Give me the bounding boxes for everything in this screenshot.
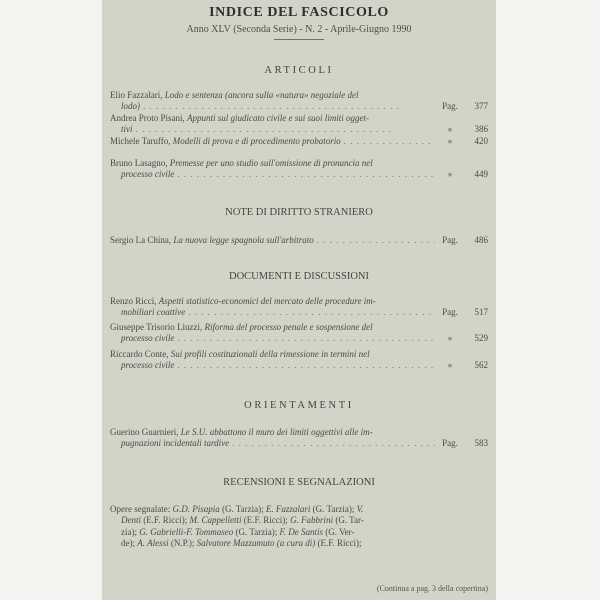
entry-ricci[interactable] bbox=[110, 296, 488, 319]
opere-reviewer: (E.F. Ricci); bbox=[315, 537, 362, 548]
entry-title-cont: lodo) bbox=[121, 101, 140, 112]
opere-title: E. Fazzalari bbox=[265, 504, 311, 514]
entry-author: Renzo Ricci, bbox=[110, 296, 157, 306]
entry-title: Modelli di prova e di procedimento probatorio bbox=[172, 136, 341, 146]
opere-title: G. Fabbrini bbox=[290, 515, 334, 526]
entry-proto-pisani[interactable] bbox=[110, 113, 488, 136]
opere-title: G. Gabrielli-F. Tommaseo bbox=[139, 526, 234, 537]
section-note-diritto-straniero: NOTE DI DIRITTO STRANIERO bbox=[225, 207, 373, 218]
entry-title-cont: pugnazioni incidentali tardive bbox=[121, 438, 230, 449]
entry-lasagno[interactable] bbox=[110, 158, 488, 181]
entry-conte[interactable] bbox=[110, 349, 488, 372]
entry-title: Lodo e sentenza (ancora sulla «natura» negoziale del bbox=[164, 90, 359, 100]
opere-reviewer: (G. Tarzia); bbox=[219, 504, 266, 514]
leader-dots bbox=[136, 124, 436, 135]
page-title: INDICE DEL FASCICOLO bbox=[209, 5, 389, 20]
entry-author: Giuseppe Trisorio Liuzzi, bbox=[110, 322, 203, 332]
entry-author: Elio Fazzalari, bbox=[110, 90, 163, 100]
entry-title: Aspetti statistico-economici del mercato delle procedure im- bbox=[158, 296, 376, 306]
leader-dots bbox=[177, 360, 435, 371]
entry-author: Michele Taruffo, bbox=[110, 136, 171, 146]
section-recensioni: RECENSIONI E SEGNALAZIONI bbox=[223, 477, 375, 488]
page-prefix: Pag. bbox=[442, 235, 458, 245]
opere-segnalate bbox=[110, 504, 488, 549]
opere-title: F. De Santis bbox=[279, 526, 324, 537]
opere-title: G.D. Pisapia bbox=[172, 504, 220, 514]
page-number: 449 bbox=[474, 169, 488, 180]
entry-author: Bruno Lasagno, bbox=[110, 158, 168, 168]
opere-title: V. bbox=[356, 504, 364, 514]
entry-author: Sergio La China, bbox=[110, 235, 172, 245]
section-documenti: DOCUMENTI E DISCUSSIONI bbox=[228, 271, 369, 282]
page-number: 529 bbox=[474, 333, 488, 344]
opere-reviewer: (G. Tarzia); bbox=[310, 504, 357, 514]
opere-reviewer: (N.P.); bbox=[168, 537, 197, 548]
leader-dots bbox=[344, 136, 435, 147]
opere-reviewer: (E.F. Ricci); bbox=[241, 515, 291, 526]
page-prefix: Pag. bbox=[442, 307, 458, 318]
page-prefix: » bbox=[447, 360, 453, 371]
page-number: 486 bbox=[474, 235, 488, 245]
opere-title: A. Alessi bbox=[137, 537, 169, 548]
entry-title-cont: processo civile bbox=[121, 333, 175, 344]
index-page bbox=[102, 0, 496, 600]
leader-dots bbox=[188, 307, 435, 318]
entry-title: Riforma del processo penale e sospensione del bbox=[204, 322, 373, 332]
page-number: 386 bbox=[474, 124, 488, 135]
entry-la-china[interactable] bbox=[110, 235, 488, 246]
entry-title: La nuova legge spagnola sull'arbitrato bbox=[173, 235, 314, 245]
entry-title: Le S.U. abbattono il muro dei limiti oggettivi alle im- bbox=[180, 427, 373, 437]
entry-title: Sui profili costituzionali della rimessione in termini nel bbox=[170, 349, 370, 359]
page-prefix: Pag. bbox=[442, 438, 458, 449]
page-prefix: » bbox=[447, 169, 453, 180]
opere-reviewer: (G. Tar- bbox=[333, 515, 364, 526]
entry-title-cont: mobiliari coattive bbox=[121, 307, 186, 318]
page-prefix: Pag. bbox=[442, 101, 458, 112]
entry-title-cont: processo civile bbox=[121, 360, 175, 371]
opere-reviewer: (E.F. Ricci); bbox=[141, 515, 190, 526]
entry-guarnieri[interactable] bbox=[110, 427, 488, 450]
opere-reviewer: zia); bbox=[121, 526, 140, 537]
entry-author: Riccardo Conte, bbox=[110, 349, 169, 359]
page-number: 517 bbox=[474, 307, 488, 318]
page-number: 583 bbox=[474, 438, 488, 449]
entry-fazzalari[interactable] bbox=[110, 90, 488, 113]
page-prefix: » bbox=[447, 124, 453, 135]
leader-dots bbox=[232, 438, 435, 449]
page-number: 377 bbox=[474, 101, 488, 112]
continuation-note: (Continua a pag. 3 della copertina) bbox=[376, 584, 488, 593]
leader-dots bbox=[317, 235, 435, 246]
section-orientamenti: ORIENTAMENTI bbox=[244, 400, 354, 411]
opere-title: M. Cappelletti bbox=[189, 515, 242, 526]
entry-title: Appunti sul giudicato civile e sui suoi limiti ogget- bbox=[187, 113, 369, 123]
title-divider bbox=[274, 39, 324, 40]
entry-liuzzi[interactable] bbox=[110, 322, 488, 345]
opere-reviewer: (G. Tarzia); bbox=[233, 526, 280, 537]
page-number: 562 bbox=[474, 360, 488, 371]
page-prefix: » bbox=[447, 136, 453, 146]
leader-dots bbox=[177, 169, 435, 180]
issue-info: Anno XLV (Seconda Serie) - N. 2 - Aprile-Giugno 1990 bbox=[186, 24, 412, 35]
opere-title: Salvatore Mazzamuto (a cura di) bbox=[196, 537, 316, 548]
entry-title-cont: tivi bbox=[121, 124, 133, 135]
entry-author: Andrea Proto Pisani, bbox=[110, 113, 185, 123]
page-number: 420 bbox=[474, 136, 488, 146]
page-prefix: » bbox=[447, 333, 453, 344]
leader-dots bbox=[143, 101, 435, 112]
section-articoli: ARTICOLI bbox=[264, 65, 334, 76]
opere-title: Denti bbox=[121, 515, 141, 526]
entry-title-cont: processo civile bbox=[121, 169, 175, 180]
opere-label: Opere segnalate: bbox=[110, 504, 171, 514]
entry-taruffo[interactable] bbox=[110, 136, 488, 147]
entry-title: Premesse per uno studio sull'omissione di pronuncia nel bbox=[169, 158, 373, 168]
opere-reviewer: de); bbox=[121, 537, 138, 548]
leader-dots bbox=[177, 333, 435, 344]
entry-author: Guerino Guarnieri, bbox=[110, 427, 179, 437]
opere-reviewer: (G. Ver- bbox=[323, 526, 355, 537]
